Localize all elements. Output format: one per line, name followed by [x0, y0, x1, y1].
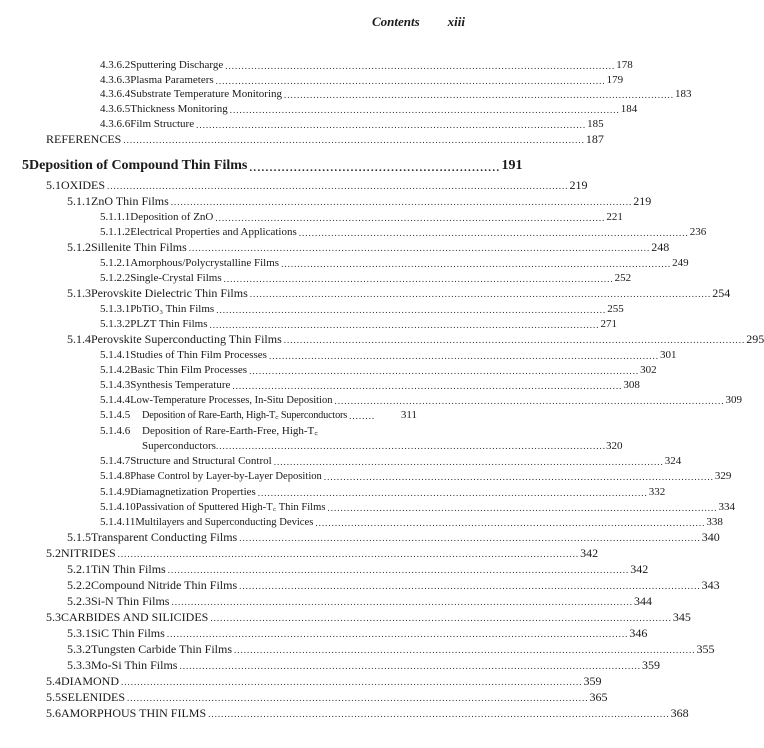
toc-entry-page: 249 [672, 257, 689, 269]
toc-entry-title: Multilayers and Superconducting Devices [135, 517, 314, 528]
dot-leader: ........................................................................................................................ [327, 503, 718, 513]
toc-entry-continuation [142, 440, 623, 453]
toc-entry-page: 324 [664, 455, 682, 467]
toc-entry-number: 5.6 [46, 706, 61, 720]
toc-entry [67, 240, 670, 254]
toc-entry-title: Electrical Properties and Applications [130, 226, 297, 238]
dot-leader: .............................................................................................................................................. [170, 197, 633, 207]
toc-entry [100, 379, 640, 392]
toc-entry [100, 118, 604, 131]
toc-entry [100, 211, 623, 224]
toc-entry [100, 59, 633, 72]
dot-leader: ........................................................................................................................ [225, 61, 616, 71]
toc-entry-number: 5.1.4.9 [100, 486, 131, 498]
toc-entry-page: 311 [400, 409, 417, 421]
toc-entry [100, 88, 692, 101]
dot-leader: ........................................................................................................................ [196, 120, 587, 130]
toc-entry-title: Plasma Parameters [130, 74, 214, 86]
toc-entry-title: Basic Thin Film Processes [130, 364, 248, 376]
toc-entry-title: PLZT Thin Films [130, 318, 208, 330]
toc-entry [100, 501, 735, 514]
toc-entry [67, 194, 652, 208]
toc-entry-title: SiC Thin Films [91, 626, 165, 640]
toc-entry-title: Phase Control by Layer-by-Layer Deposition [130, 471, 322, 482]
toc-entry-page: 355 [696, 642, 715, 656]
toc-entry-number: 4.3.6.3 [100, 74, 131, 86]
toc-entry-page: 184 [620, 103, 638, 115]
toc-entry-page: 252 [614, 272, 632, 284]
toc-entry-number: 5.1.3.1 [100, 303, 131, 315]
dot-leader: ........................................................................................................................ [232, 381, 623, 391]
dot-leader: .............................................................................................................................................. [249, 289, 712, 299]
toc-entry [100, 455, 682, 468]
toc-entry [100, 364, 657, 377]
toc-entry-references [46, 132, 604, 146]
toc-entry-title: Film Structure [130, 118, 195, 130]
toc-entry-title-continued: Superconductors [142, 440, 216, 452]
toc-entry-page: 221 [606, 211, 623, 223]
toc-entry-page: 329 [714, 470, 732, 482]
dot-leader: ........................................................................................................................ [273, 457, 664, 467]
toc-entry-page: 185 [587, 118, 604, 130]
toc-entry-title: Thickness Monitoring [130, 103, 228, 115]
dot-leader: .............................................................................................................................................. [167, 565, 630, 575]
toc-entry [67, 594, 652, 608]
toc-entry-page: 342 [630, 562, 649, 576]
toc-entry-number: 5.4 [46, 674, 61, 688]
toc-entry-page: 295 [746, 332, 764, 346]
toc-entry-title: SELENIDES [61, 690, 125, 704]
toc-entry-number: 5.1.2.1 [100, 257, 131, 269]
dot-leader: ........................................................................................................................ [281, 259, 672, 269]
toc-entry [100, 303, 624, 316]
toc-entry [100, 470, 732, 483]
header-page-number: xiii [447, 14, 465, 29]
dot-leader: ........................................................................................................................ [315, 518, 706, 528]
toc-entry-page: 178 [616, 59, 633, 71]
toc-entry-title: Synthesis Temperature [130, 379, 231, 391]
toc-entry-number: 5.1.4.1 [100, 349, 131, 361]
toc-entry-page: 359 [583, 674, 602, 688]
toc-entry-number: 5.3.1 [67, 626, 91, 640]
toc-entry-page: 332 [648, 486, 666, 498]
toc-entry [100, 318, 617, 331]
toc-entry-number: 5.2.1 [67, 562, 91, 576]
dot-leader: ........................................................................................................................ [257, 488, 648, 498]
toc-entry-page: 308 [623, 379, 640, 391]
toc-entry-title: Perovskite Dielectric Thin Films [91, 286, 248, 300]
toc-entry [67, 642, 715, 656]
dot-leader: ........................................................................................................................ [323, 472, 714, 482]
toc-entry-page: 359 [641, 658, 660, 672]
toc-entry [100, 226, 707, 239]
toc-entry-number: 4.3.6.4 [100, 88, 131, 100]
toc-entry-page: 338 [706, 516, 723, 528]
toc-entry [100, 409, 417, 422]
toc-entry-page: 320 [605, 440, 623, 452]
toc-entry-page: 365 [589, 690, 608, 704]
dot-leader: ........................................................................................................................ [298, 228, 689, 238]
toc-entry-number: 5.1.4 [67, 332, 91, 346]
toc-entry-page: 255 [607, 303, 624, 315]
dot-leader: .............................................................................................................................................. [239, 533, 701, 543]
dot-leader: .............................................................................................................................................. [171, 597, 633, 607]
toc-entry [67, 332, 764, 346]
toc-entry-title: Substrate Temperature Monitoring [130, 88, 283, 100]
toc-entry-number: 5.3.2 [67, 642, 91, 656]
dot-leader: ........................................................................................................................ [223, 274, 614, 284]
toc-entry-number: 5.3 [46, 610, 61, 624]
toc-entry-page: 219 [569, 178, 588, 192]
toc-entry-number: 5.1.5 [67, 530, 91, 544]
toc-entry-title: Deposition of ZnO [130, 211, 214, 223]
toc-entry [46, 610, 691, 624]
toc-entry [46, 546, 599, 560]
toc-entry-title: Single-Crystal Films [130, 272, 222, 284]
toc-entry-title: DIAMOND [61, 674, 119, 688]
toc-entry-page: 254 [712, 286, 731, 300]
dot-leader: .............................................................................................................................................. [127, 693, 589, 703]
dot-leader: ........................................................................................................................ [215, 213, 606, 223]
dot-leader: .............................................................................................................................................. [283, 335, 746, 345]
toc-entry-title: Perovskite Superconducting Thin Films [91, 332, 282, 346]
toc-entry-title: Deposition of Rare-Earth, High-T꜀ Superconductors [142, 410, 348, 421]
dot-leader: ........................................................................................................................ [215, 76, 606, 86]
dot-leader: ........................................................................................................................ [284, 90, 675, 100]
toc-entry-page: 340 [701, 530, 720, 544]
toc-entry-number: 5.1.1.2 [100, 226, 131, 238]
dot-leader: .............................................................................................................................................. [166, 629, 629, 639]
dot-leader: ........................................................................................................................ [209, 320, 600, 330]
toc-entry-title: Deposition of Compound Thin Films [29, 158, 248, 173]
toc-entry-title: TiN Thin Films [91, 562, 166, 576]
toc-entry-title: Tungsten Carbide Thin Films [91, 642, 233, 656]
toc-entry [100, 394, 742, 407]
header-section-title: Contents [371, 14, 420, 29]
dot-leader: ........................................................................................................................ [216, 305, 607, 315]
toc-entry [100, 486, 666, 499]
toc-entry-page: 343 [701, 578, 720, 592]
dot-leader: .............................................................................................................................................. [123, 135, 585, 145]
toc-entry-page: 342 [580, 546, 599, 560]
dot-leader: ........................................................................................................................ [334, 396, 725, 406]
toc-entry [46, 178, 588, 192]
dot-leader: .............................................................................................................................................. [210, 613, 672, 623]
toc-entry-number: 5.1.4.8 [100, 470, 131, 482]
dot-leader: .............................................................................................................................................. [188, 243, 651, 253]
toc-entry [100, 349, 677, 362]
dot-leader: ........................................................................................................................ [249, 366, 640, 376]
dot-leader: .............................................................................................................................................. [234, 645, 696, 655]
toc-entry [67, 530, 720, 544]
toc-entry-page: 346 [629, 626, 648, 640]
toc-entry-title: Sillenite Thin Films [91, 240, 187, 254]
toc-entry-number: 4.3.6.6 [100, 118, 131, 130]
toc-entry [100, 74, 624, 87]
toc-entry-page: 271 [600, 318, 617, 330]
toc-entry-page: 236 [689, 226, 707, 238]
toc-chapter-heading [22, 158, 523, 174]
toc-entry [46, 706, 689, 720]
toc-entry-page: 191 [501, 158, 523, 173]
toc-entry [67, 626, 648, 640]
toc-entry-page: 309 [725, 394, 742, 406]
toc-entry-number: 5.1.4.3 [100, 379, 131, 391]
toc-entry-page: 179 [606, 74, 624, 86]
toc-entry-title: Structure and Structural Control [130, 455, 272, 467]
dot-leader: .............................................................................................................................................. [117, 549, 580, 559]
toc-entry-title: Studies of Thin Film Processes [130, 349, 267, 361]
toc-entry-number: 4.3.6.2 [100, 59, 131, 71]
toc-entry [100, 257, 689, 270]
toc-entry-number: 5.1.4.5 [100, 409, 131, 421]
toc-entry-number: 5.1.2 [67, 240, 91, 254]
toc-entry [46, 674, 602, 688]
toc-entry-number: 5.1.4.11 [100, 516, 136, 528]
toc-entry [67, 286, 731, 300]
toc-entry-number: 5.2.2 [67, 578, 91, 592]
dot-leader: ........................................................................................................................ [215, 441, 606, 451]
toc-entry-page: 368 [670, 706, 689, 720]
toc-entry-number: 4.3.6.5 [100, 103, 131, 115]
toc-entry-multiline [100, 425, 417, 438]
toc-entry-title: Passivation of Sputtered High-T꜀ Thin Films [135, 502, 326, 513]
toc-entry-title: Mo-Si Thin Films [91, 658, 178, 672]
toc-entry-page: 302 [640, 364, 657, 376]
toc-entry-number: 5.1.4.4 [100, 394, 131, 406]
toc-entry-number: 5.1.4.7 [100, 455, 131, 467]
toc-entry-page: 248 [651, 240, 670, 254]
toc-entry [46, 690, 608, 704]
dot-leader: .............................................................................................................................................. [107, 181, 569, 191]
toc-entry [67, 562, 649, 576]
toc-entry-title: Compound Nitride Thin Films [91, 578, 238, 592]
toc-entry [100, 516, 723, 529]
toc-entry [67, 578, 720, 592]
toc-entry-title: OXIDES [61, 178, 105, 192]
toc-entry-page: 301 [659, 349, 677, 361]
toc-entry-number: 5 [22, 158, 29, 173]
toc-entry-title: Transparent Conducting Films [91, 530, 238, 544]
toc-entry [100, 272, 632, 285]
toc-entry-title: Sputtering Discharge [130, 59, 224, 71]
toc-entry-number: 5.2.3 [67, 594, 91, 608]
toc-entry-number: 5.5 [46, 690, 61, 704]
dot-leader: ........................................................................................................................ [229, 105, 620, 115]
toc-entry-title: Diamagnetization Properties [130, 486, 256, 498]
toc-entry-number: 5.1.1 [67, 194, 91, 208]
dot-leader: ........................................................................................................................ [268, 351, 659, 361]
toc-entry-page: 345 [672, 610, 691, 624]
dot-leader: .............................................................. [249, 162, 501, 174]
toc-entry-title: CARBIDES AND SILICIDES [61, 610, 209, 624]
dot-leader: ........ [349, 411, 376, 421]
toc-entry-page: 187 [585, 132, 604, 146]
running-header [372, 14, 465, 30]
toc-entry-page: 334 [718, 501, 735, 513]
toc-entry [67, 658, 660, 672]
toc-entry-title: Si-N Thin Films [91, 594, 170, 608]
toc-entry-number: 5.1.1.1 [100, 211, 131, 223]
toc-entry-title: REFERENCES [46, 132, 122, 146]
toc-entry-title: PbTiO₃ Thin Films [130, 303, 215, 315]
dot-leader: .............................................................................................................................................. [239, 581, 701, 591]
toc-entry-title: AMORPHOUS THIN FILMS [61, 706, 207, 720]
toc-entry-page: 183 [675, 88, 692, 100]
toc-entry-number: 5.1.3 [67, 286, 91, 300]
toc-entry-number: 5.1.4.6 [100, 425, 131, 437]
dot-leader: .............................................................................................................................................. [208, 709, 670, 719]
toc-entry-page: 219 [633, 194, 652, 208]
toc-entry-number: 5.1.3.2 [100, 318, 131, 330]
toc-entry-title: ZnO Thin Films [91, 194, 169, 208]
toc-entry-number: 5.3.3 [67, 658, 91, 672]
toc-entry-number: 5.2 [46, 546, 61, 560]
toc-entry-number: 5.1.4.10 [100, 501, 136, 513]
toc-entry-number: 5.1 [46, 178, 61, 192]
toc-entry-title: Low-Temperature Processes, In-Situ Deposition [130, 395, 333, 406]
toc-entry [100, 103, 638, 116]
toc-entry-page: 344 [633, 594, 652, 608]
toc-entry-title: Amorphous/Polycrystalline Films [130, 257, 280, 269]
toc-entry-title: NITRIDES [61, 546, 116, 560]
toc-entry-number: 5.1.2.2 [100, 272, 131, 284]
dot-leader: .............................................................................................................................................. [179, 661, 641, 671]
toc-entry-title: Deposition of Rare-Earth-Free, High-T꜀ [142, 425, 319, 437]
toc-entry-number: 5.1.4.2 [100, 364, 131, 376]
dot-leader: .............................................................................................................................................. [121, 677, 583, 687]
